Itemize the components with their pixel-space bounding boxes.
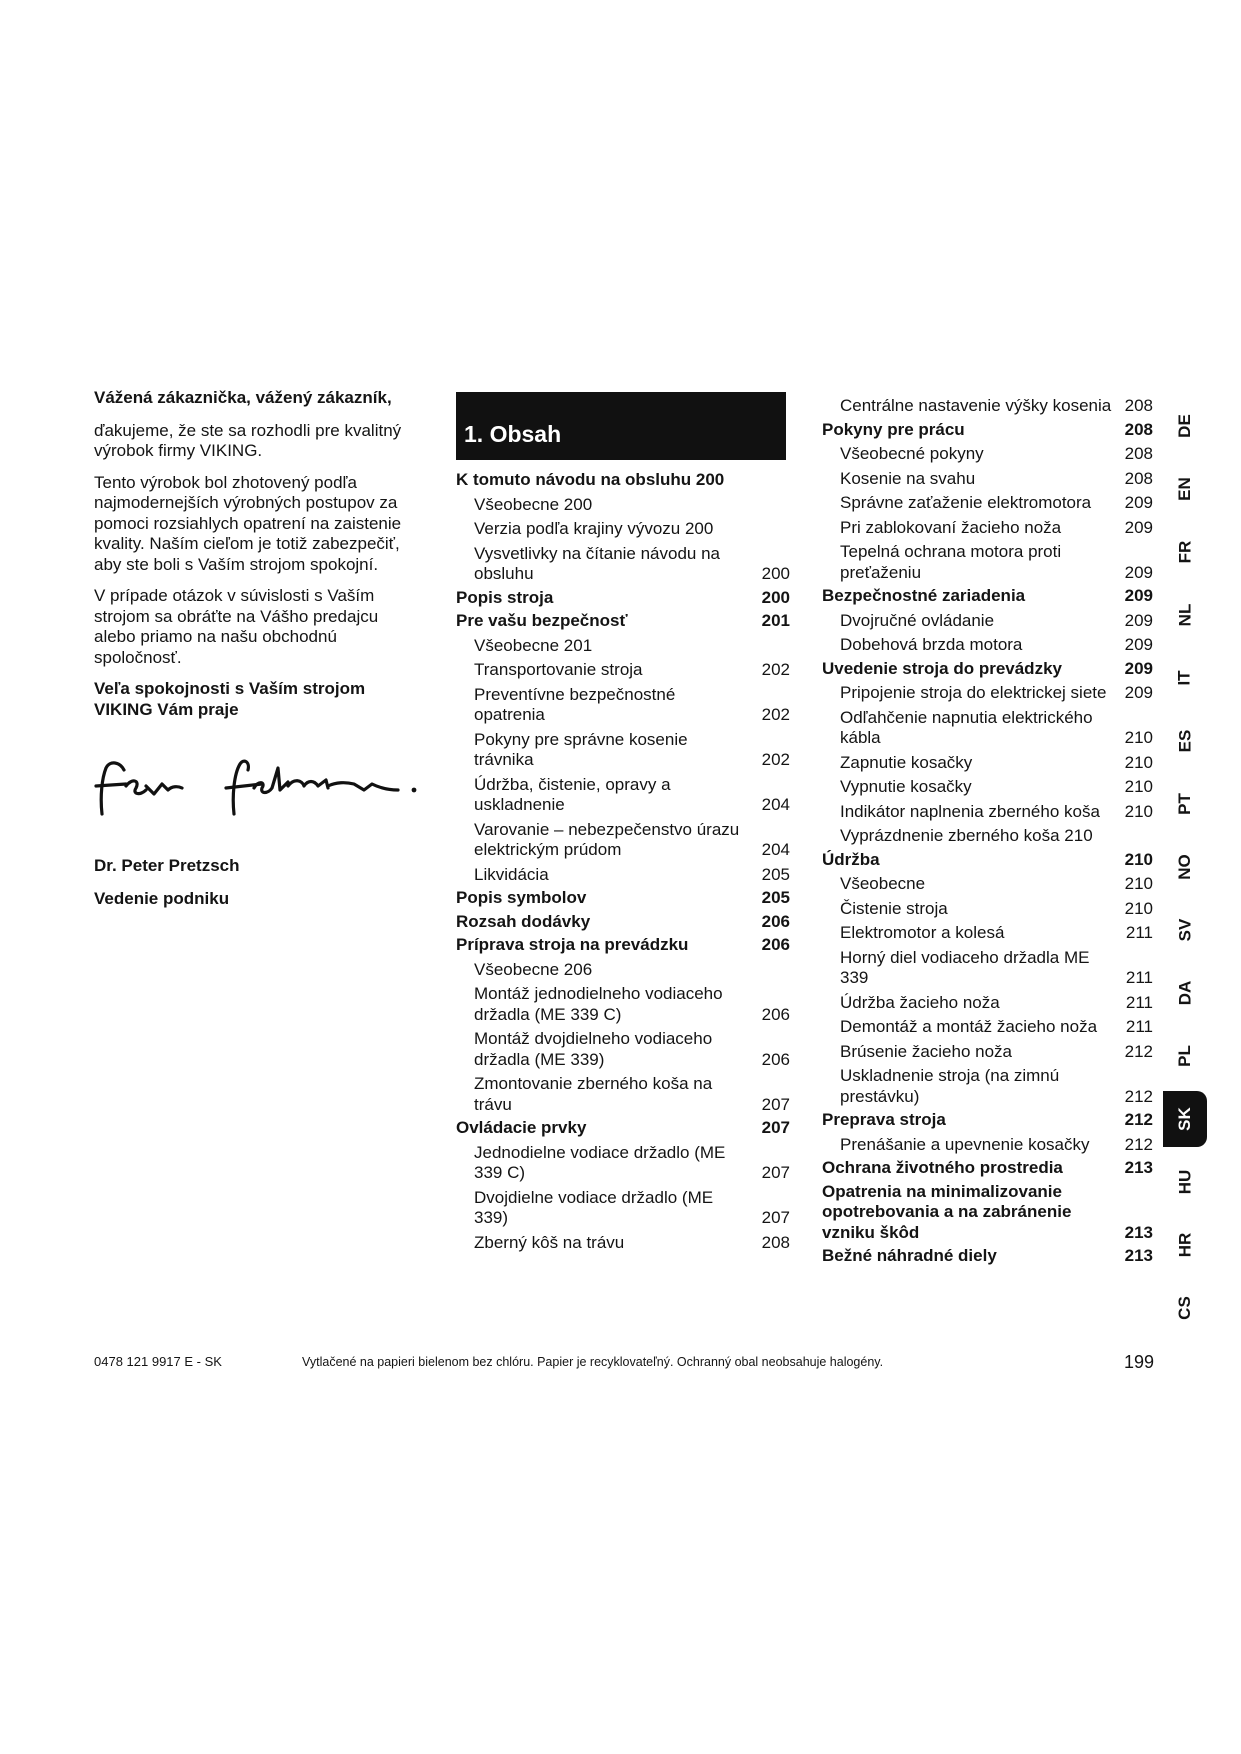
- toc-entry-title: Jednodielne vodiace držadlo (ME 339 C): [474, 1142, 726, 1182]
- toc-entry[interactable]: [456, 1233, 790, 1254]
- toc-page-number: 209: [1124, 610, 1153, 630]
- toc-entry-title: Preprava stroja: [822, 1110, 946, 1129]
- language-tab-pt[interactable]: [1163, 776, 1207, 832]
- toc-page-number: 212: [1124, 1086, 1153, 1106]
- toc-page-number: 211: [1125, 923, 1153, 942]
- language-tab-label: HR: [1175, 1232, 1194, 1258]
- toc-page-number: 210: [1124, 874, 1153, 893]
- language-tab-da[interactable]: [1163, 965, 1207, 1021]
- toc-entry[interactable]: [456, 685, 790, 726]
- language-tab-label: SV: [1175, 918, 1194, 942]
- page-footer: [94, 1352, 1154, 1376]
- language-tab-hr[interactable]: [1163, 1217, 1207, 1273]
- language-tab-sv[interactable]: [1163, 902, 1207, 958]
- toc-page-number: 206: [761, 1004, 790, 1024]
- language-tab-pl[interactable]: [1163, 1028, 1207, 1084]
- toc-page-number: 207: [761, 1118, 790, 1137]
- language-tab-label: ES: [1175, 729, 1194, 753]
- toc-section[interactable]: [456, 1118, 790, 1139]
- toc-entry[interactable]: [822, 396, 1153, 417]
- toc-entry[interactable]: [822, 874, 1153, 895]
- toc-entry-title: Pre vašu bezpečnosť: [456, 611, 628, 630]
- toc-entry-title: Dvojručné ovládanie: [840, 610, 995, 630]
- toc-page-number: 207: [761, 1208, 790, 1227]
- toc-entry-title: Príprava stroja na prevádzku: [456, 935, 689, 954]
- toc-entry[interactable]: [456, 519, 790, 540]
- toc-column-right: [822, 392, 1153, 1267]
- signatory-role: Vedenie podniku: [94, 888, 230, 908]
- toc-entry[interactable]: [456, 1188, 790, 1229]
- toc-entry-title: Všeobecne: [840, 874, 926, 893]
- toc-section[interactable]: [456, 470, 790, 491]
- toc-entry-title: Dvojdielne vodiace držadlo (ME 339): [474, 1187, 714, 1227]
- toc-entry[interactable]: [822, 899, 1153, 920]
- toc-entry[interactable]: [822, 469, 1153, 490]
- toc-entry-title: Centrálne nastavenie výšky kosenia: [840, 396, 1112, 415]
- toc-entry-title: Údržba: [822, 849, 880, 869]
- toc-entry-title: Zberný kôš na trávu: [474, 1232, 625, 1252]
- language-tab-label: EN: [1175, 477, 1194, 501]
- toc-entry[interactable]: [456, 1143, 790, 1184]
- toc-entry-title: Indikátor naplnenia zberného koša: [840, 801, 1100, 821]
- toc-entry[interactable]: [456, 865, 790, 886]
- toc-entry[interactable]: [822, 993, 1153, 1014]
- toc-page-number: 202: [761, 660, 790, 679]
- toc-page-number: 204: [761, 840, 790, 859]
- toc-page-number: 212: [1124, 1041, 1153, 1061]
- toc-page-number: 213: [1124, 1158, 1153, 1177]
- toc-page-number: 208: [1124, 419, 1153, 439]
- toc-entry-title: Uskladnenie stroja (na zimnú prestávku): [840, 1066, 1060, 1106]
- toc-entry-title: Varovanie – nebezpečenstvo úrazu elektrickým prúdom: [474, 819, 740, 859]
- toc-entry-title: Bezpečnostné zariadenia: [822, 586, 1026, 605]
- letter-closing: Veľa spokojnosti s Vaším strojom VIKING Vám praje: [94, 679, 366, 719]
- language-tab-hu[interactable]: [1163, 1154, 1207, 1210]
- page-number: 199: [1123, 1352, 1154, 1372]
- toc-entry-title: Pripojenie stroja do elektrickej siete: [840, 683, 1107, 702]
- language-tab-label: NO: [1175, 854, 1194, 880]
- toc-page-number: 208: [1124, 444, 1153, 463]
- language-tab-it[interactable]: [1163, 650, 1207, 706]
- toc-entry-title: Všeobecne 201: [474, 635, 593, 655]
- letter-paragraph: V prípade otázok v súvislosti s Vaším strojom sa obráťte na Vášho predajcu alebo priamo na našu obchodnú spoločnosť.: [94, 586, 379, 667]
- language-tab-cs[interactable]: [1163, 1280, 1207, 1336]
- toc-entry[interactable]: [822, 708, 1153, 749]
- toc-entry-title: Ochrana životného prostredia: [822, 1158, 1063, 1177]
- toc-entry-title: Kosenie na svahu: [840, 468, 976, 488]
- signatory-name: Dr. Peter Pretzsch: [94, 856, 240, 875]
- toc-entry[interactable]: [822, 518, 1153, 539]
- toc-entry-title: Pokyny pre prácu: [822, 419, 965, 439]
- toc-page-number: 200: [761, 564, 790, 583]
- language-tab-label: IT: [1174, 670, 1194, 686]
- toc-page-number: 209: [1124, 517, 1153, 537]
- toc-entry-title: Opatrenia na minimalizovanie opotrebovania a na zabránenie vzniku škôd: [822, 1181, 1072, 1242]
- toc-entry[interactable]: [822, 948, 1153, 989]
- toc-page-number: 209: [1124, 658, 1153, 678]
- toc-entry[interactable]: [456, 495, 790, 516]
- toc-page-number: 208: [761, 1232, 790, 1252]
- language-tab-label: HU: [1175, 1169, 1194, 1195]
- toc-section[interactable]: [822, 1158, 1153, 1179]
- toc-entry[interactable]: [822, 611, 1153, 632]
- toc-entry-title: Vypnutie kosačky: [840, 777, 972, 796]
- toc-page-number: 208: [1124, 468, 1153, 488]
- toc-column-left: [456, 392, 790, 1253]
- toc-entry[interactable]: [822, 1017, 1153, 1038]
- toc-section[interactable]: [822, 1246, 1153, 1267]
- toc-section[interactable]: [456, 888, 790, 909]
- toc-page-number: 209: [1124, 635, 1153, 654]
- toc-entry-title: Transportovanie stroja: [474, 660, 643, 679]
- document-code: 0478 121 9917 E - SK: [94, 1354, 222, 1369]
- toc-entry[interactable]: [822, 542, 1153, 583]
- toc-entry[interactable]: [456, 960, 790, 981]
- letter-paragraph: ďakujeme, že ste sa rozhodli pre kvalitný výrobok firmy VIKING.: [94, 420, 402, 460]
- toc-entry[interactable]: [822, 1135, 1153, 1156]
- language-tab-fr[interactable]: [1163, 524, 1207, 580]
- toc-entry-title: Čistenie stroja: [840, 898, 948, 918]
- toc-entry[interactable]: [456, 544, 790, 585]
- toc-entry[interactable]: [456, 660, 790, 681]
- toc-entry[interactable]: [456, 1074, 790, 1115]
- toc-entry[interactable]: [822, 635, 1153, 656]
- toc-page-number: 207: [761, 1094, 790, 1114]
- language-tab-label: DE: [1175, 414, 1194, 438]
- toc-entry[interactable]: [822, 683, 1153, 704]
- toc-page-number: 210: [1124, 777, 1153, 796]
- toc-page-number: 213: [1124, 1222, 1153, 1242]
- toc-page-number: 210: [1124, 801, 1153, 821]
- welcome-letter: [94, 388, 424, 920]
- toc-entry-title: Údržba, čistenie, opravy a uskladnenie: [474, 774, 671, 814]
- toc-entry[interactable]: [822, 444, 1153, 465]
- toc-page-number: 207: [761, 1163, 790, 1182]
- toc-page-number: 202: [761, 750, 790, 769]
- toc-entry-title: Rozsah dodávky: [456, 911, 591, 931]
- language-tab-label: DA: [1175, 980, 1194, 1006]
- language-tab-label: PL: [1174, 1045, 1194, 1067]
- toc-section[interactable]: [822, 420, 1153, 441]
- footer-note: Vytlačené na papieri bielenom bez chlóru. Papier je recyklovateľný. Ochranný obal neobsahuje halogény.: [302, 1355, 884, 1369]
- language-tab-label: FR: [1174, 540, 1194, 564]
- toc-section[interactable]: [822, 850, 1153, 871]
- toc-page-number: 211: [1125, 968, 1153, 987]
- language-tab-label: PT: [1174, 793, 1194, 815]
- toc-entry-title: Likvidácia: [474, 864, 549, 884]
- toc-entry[interactable]: [456, 820, 790, 861]
- toc-entry-title: Uvedenie stroja do prevádzky: [822, 658, 1062, 678]
- language-tab-nl[interactable]: [1163, 587, 1207, 643]
- toc-section[interactable]: [822, 1110, 1153, 1131]
- toc-entry-title: Vyprázdnenie zberného koša 210: [840, 826, 1093, 845]
- toc-entry-title: Prenášanie a upevnenie kosačky: [840, 1134, 1090, 1154]
- toc-entry-title: Všeobecne 200: [474, 494, 593, 514]
- toc-entry-title: Pokyny pre správne kosenie trávnika: [474, 729, 688, 769]
- toc-section[interactable]: [456, 611, 790, 632]
- toc-page-number: 213: [1124, 1246, 1153, 1265]
- toc-entry-title: Odľahčenie napnutia elektrického kábla: [840, 707, 1093, 747]
- toc-section[interactable]: [456, 588, 790, 609]
- toc-entry[interactable]: [822, 1066, 1153, 1107]
- toc-page-number: 206: [761, 911, 790, 931]
- toc-section[interactable]: [822, 659, 1153, 680]
- toc-page-number: 209: [1124, 493, 1153, 512]
- toc-page-number: 206: [761, 1049, 790, 1069]
- language-tab-label: SK: [1175, 1107, 1194, 1131]
- toc-entry-title: Bežné náhradné diely: [822, 1246, 997, 1265]
- toc-page-number: 205: [761, 888, 790, 907]
- toc-page-number: 206: [761, 935, 790, 954]
- toc-entry-title: Elektromotor a kolesá: [840, 923, 1005, 942]
- toc-entry-title: Horný diel vodiaceho držadla ME 339: [840, 947, 1090, 987]
- language-tab-no[interactable]: [1163, 839, 1207, 895]
- toc-entry-title: Vysvetlivky na čítanie návodu na obsluhu: [474, 543, 721, 583]
- toc-entry-title: Zmontovanie zberného koša na trávu: [474, 1074, 713, 1114]
- toc-page-number: 209: [1124, 586, 1153, 605]
- toc-entry[interactable]: [822, 753, 1153, 774]
- handwritten-signature: [94, 756, 424, 818]
- toc-section[interactable]: [456, 935, 790, 956]
- toc-entry-title: Zapnutie kosačky: [840, 752, 973, 772]
- language-tab-sk[interactable]: [1163, 1091, 1207, 1147]
- toc-entry-title: Pri zablokovaní žacieho noža: [840, 517, 1062, 537]
- toc-page-number: 200: [761, 587, 790, 607]
- toc-entry-title: Všeobecne 206: [474, 959, 593, 979]
- toc-entry-title: Popis stroja: [456, 587, 554, 607]
- language-tabs: [1163, 394, 1207, 1340]
- toc-page-number: 211: [1125, 992, 1153, 1012]
- toc-title: 1. Obsah: [464, 421, 562, 447]
- language-tab-es[interactable]: [1163, 713, 1207, 769]
- toc-page-number: 211: [1125, 1017, 1153, 1036]
- toc-entry-title: Správne zaťaženie elektromotora: [840, 493, 1092, 512]
- toc-entry-title: Demontáž a montáž žacieho noža: [840, 1017, 1098, 1036]
- toc-entry[interactable]: [822, 1042, 1153, 1063]
- toc-entry[interactable]: [456, 730, 790, 771]
- toc-entry-title: Brúsenie žacieho noža: [840, 1041, 1013, 1061]
- toc-page-number: 201: [761, 611, 790, 630]
- toc-entry-title: Popis symbolov: [456, 888, 587, 907]
- toc-entry-title: Montáž jednodielneho vodiaceho držadla (ME 339 C): [474, 984, 723, 1024]
- toc-entry[interactable]: [822, 802, 1153, 823]
- language-tab-en[interactable]: [1163, 461, 1207, 517]
- toc-page-number: 210: [1124, 849, 1153, 869]
- toc-entry-title: Všeobecné pokyny: [840, 444, 984, 463]
- toc-page-number: 209: [1124, 562, 1153, 582]
- toc-list: [456, 470, 790, 1253]
- language-tab-de[interactable]: [1163, 398, 1207, 454]
- toc-page-number: 210: [1124, 728, 1153, 747]
- toc-section[interactable]: [822, 586, 1153, 607]
- toc-page-number: 212: [1124, 1110, 1153, 1129]
- toc-page-number: 204: [761, 795, 790, 814]
- toc-entry[interactable]: [456, 775, 790, 816]
- language-tab-label: NL: [1174, 603, 1194, 627]
- toc-entry[interactable]: [822, 493, 1153, 514]
- toc-entry-title: Montáž dvojdielneho vodiaceho držadla (ME 339): [474, 1029, 713, 1069]
- letter-paragraph: Tento výrobok bol zhotovený podľa najmodernejších výrobných postupov za pomoci rozsiahlych opatrení na zaistenie kvality. Naším cieľom je totiž zabezpečiť, aby ste boli s Vaším strojom spokojní.: [94, 472, 402, 574]
- toc-entry-title: Verzia podľa krajiny vývozu 200: [474, 519, 714, 538]
- toc-page-number: 209: [1124, 683, 1153, 702]
- toc-page-number: 208: [1124, 396, 1153, 415]
- toc-entry[interactable]: [456, 984, 790, 1025]
- toc-list: [822, 396, 1153, 1267]
- toc-entry[interactable]: [822, 923, 1153, 944]
- toc-entry[interactable]: [822, 826, 1153, 847]
- toc-page-number: 202: [761, 705, 790, 724]
- toc-entry[interactable]: [456, 636, 790, 657]
- language-tab-label: CS: [1175, 1296, 1194, 1320]
- toc-entry-title: K tomuto návodu na obsluhu 200: [456, 470, 725, 489]
- letter-greeting: Vážená zákaznička, vážený zákazník,: [94, 388, 392, 407]
- toc-entry-title: Ovládacie prvky: [456, 1118, 587, 1137]
- toc-page-number: 212: [1124, 1134, 1153, 1154]
- toc-entry[interactable]: [456, 1029, 790, 1070]
- toc-page-number: 205: [761, 864, 790, 884]
- toc-entry-title: Tepelná ochrana motora proti preťaženiu: [840, 542, 1062, 582]
- toc-entry-title: Dobehová brzda motora: [840, 635, 1023, 654]
- toc-entry-title: Preventívne bezpečnostné opatrenia: [474, 684, 676, 724]
- toc-entry[interactable]: [822, 777, 1153, 798]
- toc-page-number: 210: [1124, 898, 1153, 918]
- toc-section[interactable]: [456, 912, 790, 933]
- toc-entry-title: Údržba žacieho noža: [840, 992, 1000, 1012]
- toc-header: [456, 392, 786, 460]
- toc-page-number: 210: [1124, 752, 1153, 772]
- toc-section[interactable]: [822, 1182, 1153, 1244]
